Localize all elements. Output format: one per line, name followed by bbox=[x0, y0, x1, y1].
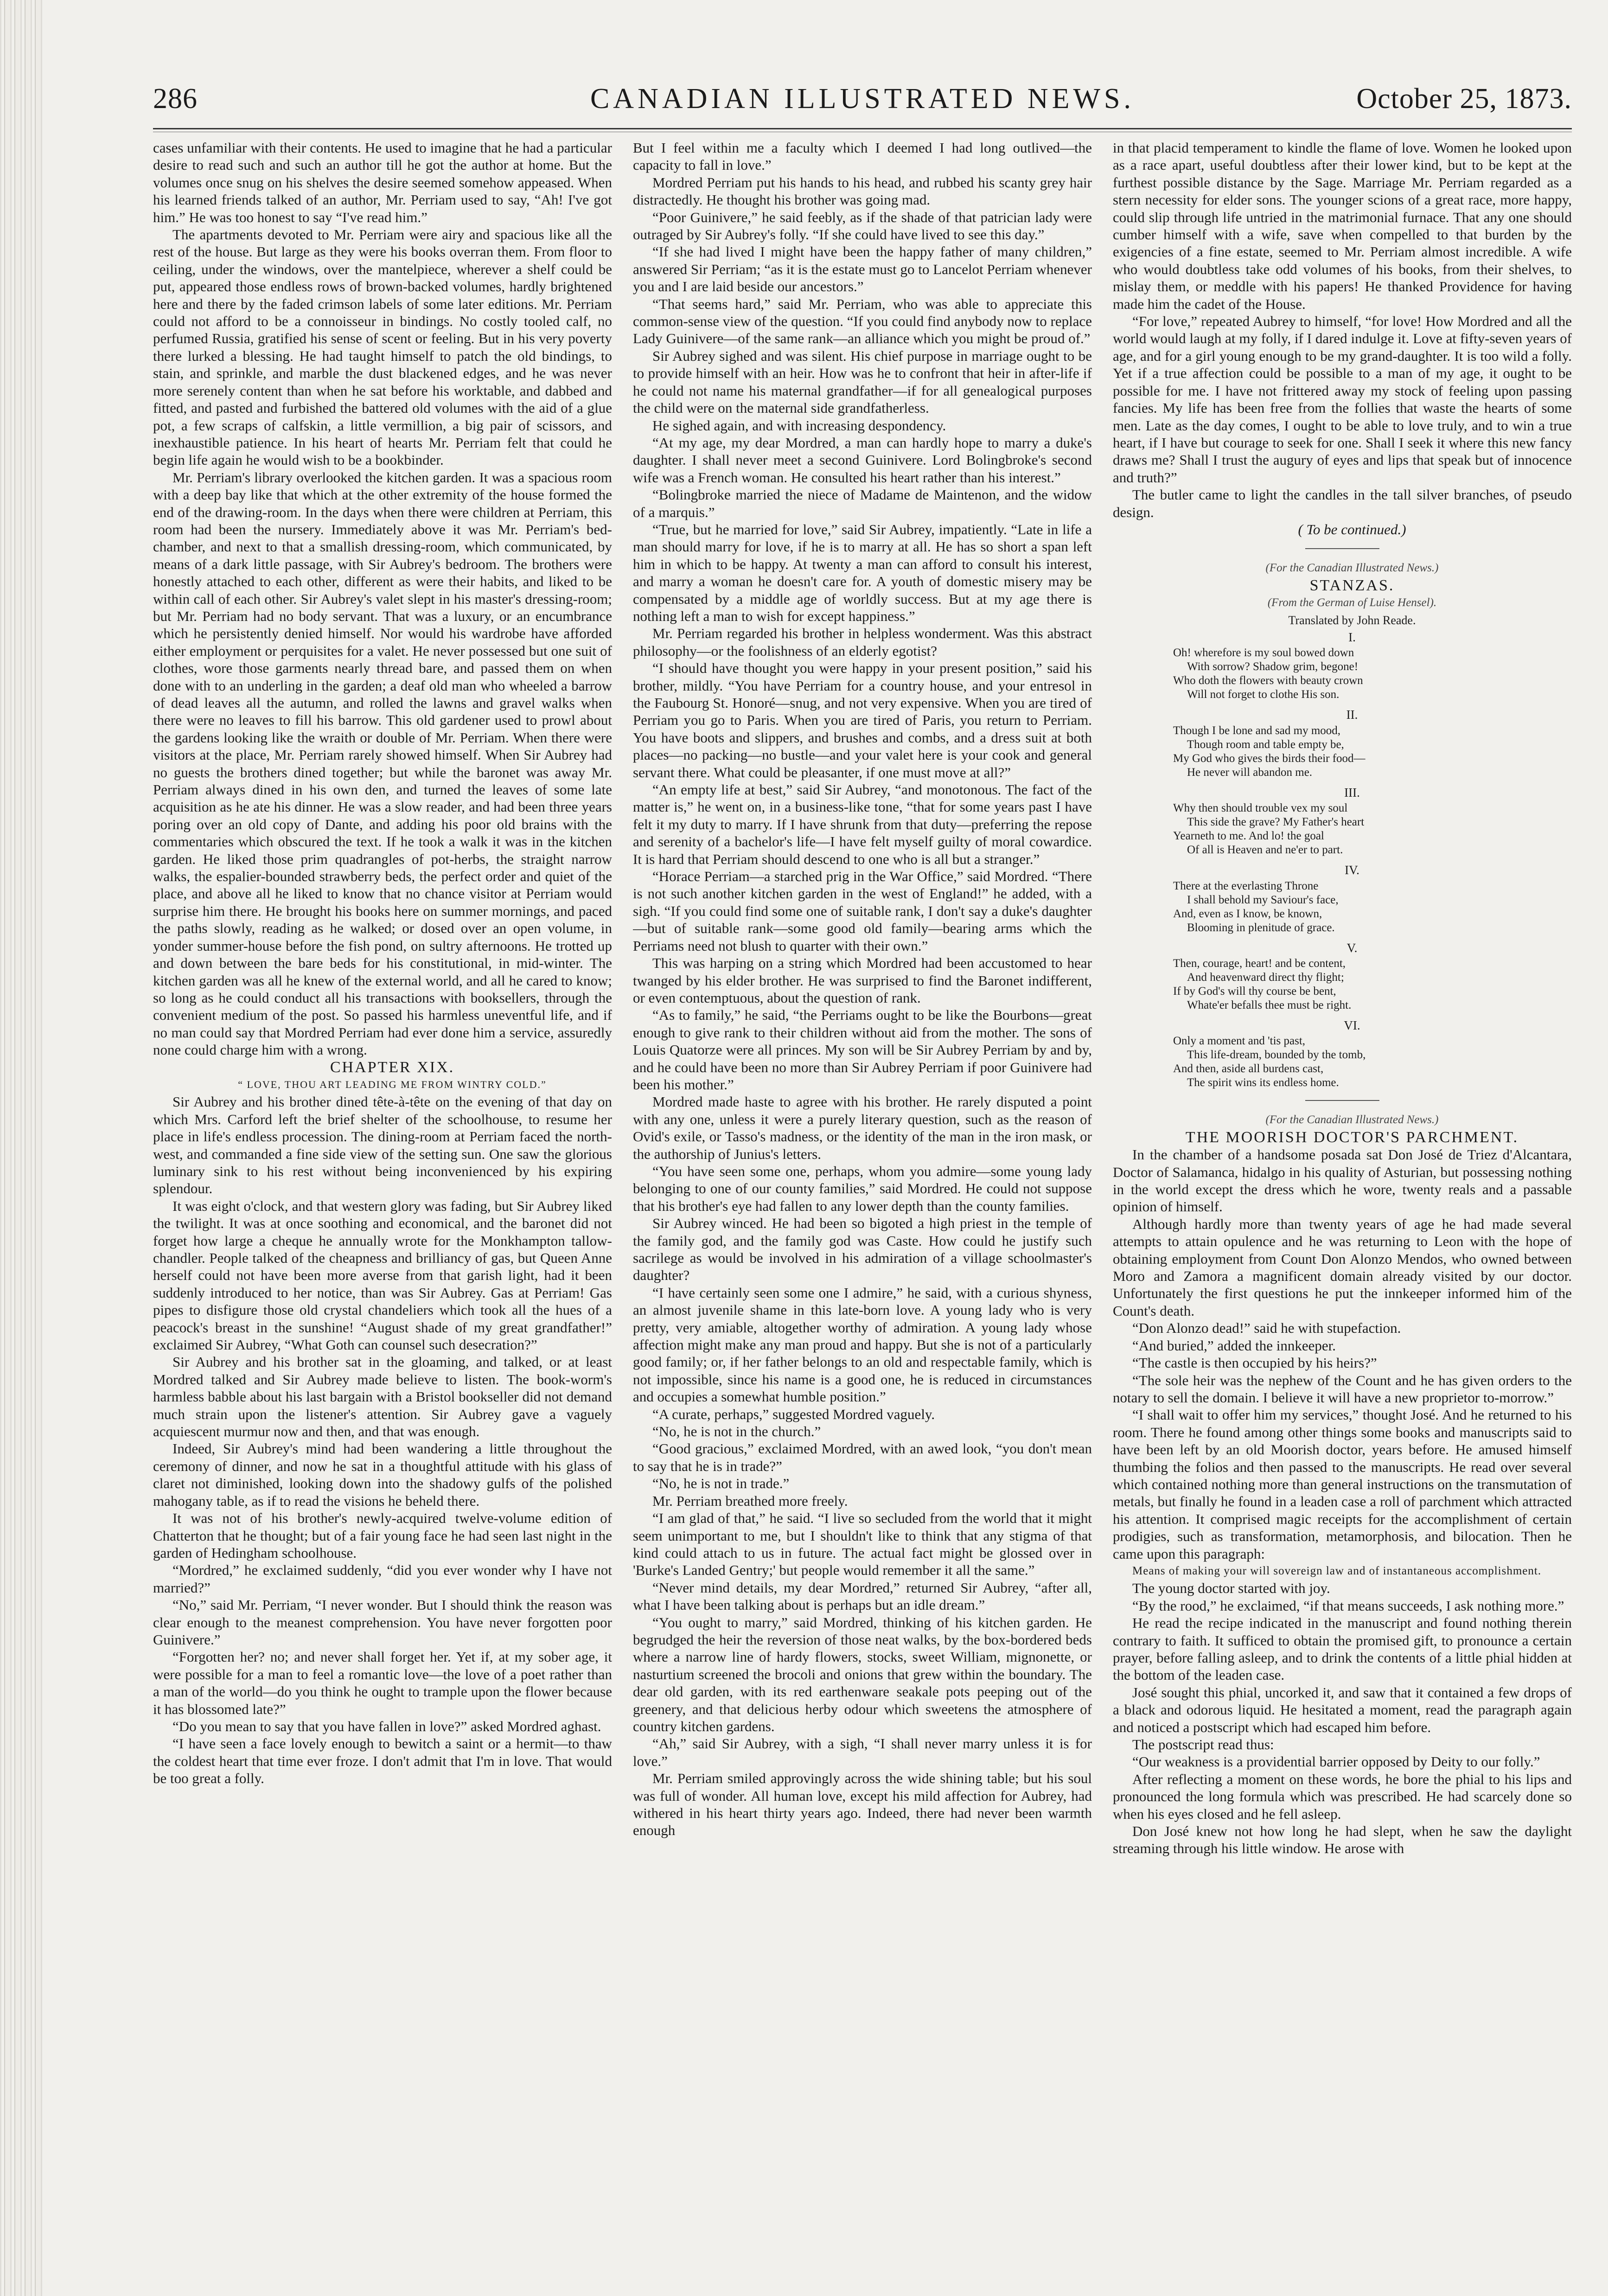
stanza-line: Will not forget to clothe His son. bbox=[1187, 688, 1340, 701]
chapter-paragraph: Indeed, Sir Aubrey's mind had been wandering a little throughout the ceremony of dinner, and now he sat in a thoughtful attitude with his glass of claret not diminished, looking down into the shadowy gulfs of the polished mahogany table, as if to read the visions he beheld there. bbox=[153, 1440, 612, 1509]
story-paragraph: He read the recipe indicated in the manuscript and found nothing therein contrary to faith. It sufficed to obtain the promised gift, to pronounce a certain prayer, before falling asleep, and to drink the contents of a little phial hidden at the bottom of the leaden case. bbox=[1113, 1615, 1572, 1683]
story-paragraph: José sought this phial, uncorked it, and saw that it contained a few drops of a black and odorous liquid. He hesitated a moment, read the paragraph again and noticed a postscript which had escaped him before. bbox=[1113, 1684, 1572, 1735]
stanza-line: Oh! wherefore is my soul bowed down bbox=[1173, 646, 1354, 659]
recipe-heading: Means of making your will sovereign law and of instantaneous accomplishment. bbox=[1132, 1564, 1542, 1577]
body-paragraph: Mr. Perriam regarded his brother in helpless wonderment. Was this abstract philosophy—or the foolishness of an elderly egotist? bbox=[633, 625, 1092, 659]
column-2 bbox=[633, 139, 1092, 2282]
body-paragraph: Mordred Perriam put his hands to his head, and rubbed his scanty grey hair distractedly. He thought his brother was going mad. bbox=[633, 174, 1092, 208]
body-paragraph: “Horace Perriam—a starched prig in the War Office,” said Mordred. “There is not such another kitchen garden in the west of England!” he added, with a sigh. “If you could find some one of suitable rank, I don't say a duke's daughter—but of suitable rank—some good old family—bearing arms which the Perriams need not blush to quarter with their own.” bbox=[633, 868, 1092, 954]
poem-original-author: (From the German of Luise Hensel). bbox=[1267, 596, 1437, 609]
to-be-continued: ( To be continued.) bbox=[1298, 521, 1406, 537]
body-paragraph: “For love,” repeated Aubrey to himself, “for love! How Mordred and all the world would laugh at my folly, if I dared indulge it. Love at fifty-seven years of age, and for a girl young enough to be my grand-daughter. It is too wild a folly. Yet if a true affection could be possible to a man of my age, it ought to be possible for me. I have not frittered away my stock of feeling upon passing fancies. My life has been free from the follies that waste the hearts of some men. Late as the day comes, I ought to be able to love truly, and to win a true heart, if I have but courage to seek for one. Shall I seek it where this new fancy draws me? Shall I trust the augury of eyes and lips that speak but of innocence and truth?” bbox=[1113, 313, 1572, 486]
poem-source-note: (For the Canadian Illustrated News.) bbox=[1265, 562, 1439, 575]
stanza-line: Then, courage, heart! and be content, bbox=[1173, 957, 1346, 970]
story-paragraph: “By the rood,” he exclaimed, “if that means succeeds, I ask nothing more.” bbox=[1132, 1597, 1564, 1614]
story-paragraph: The young doctor started with joy. bbox=[1132, 1580, 1330, 1597]
stanza bbox=[1113, 724, 1572, 780]
stanza-line: The spirit wins its endless home. bbox=[1187, 1076, 1339, 1089]
body-paragraph: “As to family,” he said, “the Perriams ought to be like the Bourbons—great enough to give rank to their children without aid from the mother. The sons of Louis Quatorze were all princes. My son will be Sir Aubrey Perriam by and by, and he could have been no more than Sir Aubrey Perriam if poor Guinivere had been his mother.” bbox=[633, 1007, 1092, 1093]
body-paragraph: “That seems hard,” said Mr. Perriam, who was able to appreciate this common-sense view of the question. “If you could find anybody now to replace Lady Guinivere—of the same rank—an alliance which you might be proud of.” bbox=[633, 295, 1092, 347]
stanza-line: Though I be lone and sad my mood, bbox=[1173, 724, 1341, 737]
story-paragraph: In the chamber of a handsome posada sat Don José de Triez d'Alcantara, Doctor of Salamanca, hidalgo in his quality of Asturian, but possessing nothing in the world except the dress which he wore, twenty reals and a passable opinion of himself. bbox=[1113, 1146, 1572, 1215]
stanza-numeral: VI. bbox=[1344, 1018, 1360, 1032]
stanza-numeral: I. bbox=[1348, 630, 1356, 644]
stanza-line: He never will abandon me. bbox=[1187, 766, 1313, 779]
masthead bbox=[153, 83, 1572, 124]
body-paragraph: “Good gracious,” exclaimed Mordred, with an awed look, “you don't mean to say that he is in trade?” bbox=[633, 1440, 1092, 1474]
stanza-line: This life-dream, bounded by the tomb, bbox=[1187, 1049, 1366, 1062]
page-number: 286 bbox=[153, 83, 198, 115]
column-1 bbox=[153, 139, 612, 2282]
chapter-epigraph: “ LOVE, THOU ART LEADING ME FROM WINTRY COLD.” bbox=[238, 1078, 547, 1090]
stanza-line: And then, aside all burdens cast, bbox=[1173, 1062, 1324, 1075]
stanza-numeral: IV. bbox=[1345, 863, 1359, 877]
stanza-line: I shall behold my Saviour's face, bbox=[1187, 893, 1339, 906]
story-title: THE MOORISH DOCTOR'S PARCHMENT. bbox=[1185, 1128, 1519, 1146]
body-paragraph: “Ah,” said Sir Aubrey, with a sigh, “I shall never marry unless it is for love.” bbox=[633, 1735, 1092, 1769]
story-paragraph: The postscript read thus: bbox=[1132, 1736, 1274, 1753]
stanza bbox=[1113, 879, 1572, 935]
page-binding-edge bbox=[0, 0, 44, 2296]
chapter-paragraph: “Mordred,” he exclaimed suddenly, “did you ever wonder why I have not married?” bbox=[153, 1562, 612, 1596]
stanza-line: Of all is Heaven and ne'er to part. bbox=[1187, 844, 1343, 857]
stanza bbox=[1113, 957, 1572, 1012]
body-paragraph: The apartments devoted to Mr. Perriam were airy and spacious like all the rest of the house. But large as they were his books overran them. From floor to ceiling, under the windows, over the mantelpiece, wherever a shelf could be put, appeared those endless rows of brown-backed volumes, hardly brightened here and there by the faded crimson labels of some later editions. Mr. Perriam could not afford to be a connoisseur in bindings. No costly tooled calf, no perfumed Russia, gratified his sense of scent or feeling. But in his very poverty there lurked a blessing. He had taught himself to patch the old bindings, to stain, and sprinkle, and marble the dust blackened edges, and he was never more serenely content than when he sat before his worktable, and dabbed and fitted, and pasted and furbished the battered old volumes with the aid of a glue pot, a few scraps of calfskin, a little vermillion, a big pair of scissors, and inexhaustible patience. In his heart of hearts Mr. Perriam felt that could he begin life again he would wish to be a bookbinder. bbox=[153, 226, 612, 468]
body-paragraph: Mr. Perriam breathed more freely. bbox=[652, 1492, 848, 1509]
story-source-note: (For the Canadian Illustrated News.) bbox=[1265, 1113, 1439, 1126]
poem-title: STANZAS. bbox=[1309, 576, 1395, 594]
story-paragraphs-continued bbox=[1113, 1580, 1572, 1857]
stanza-line: With sorrow? Shadow grim, begone! bbox=[1187, 660, 1359, 673]
section-divider bbox=[1305, 1100, 1379, 1101]
chapter-paragraph: “Do you mean to say that you have fallen in love?” asked Mordred aghast. bbox=[172, 1718, 601, 1734]
body-paragraph: Sir Aubrey sighed and was silent. His chief purpose in marriage ought to be to provide himself with an heir. How was he to confront that heir in after-life if he could not name his maternal grandfather—if for all genealogical purposes the child were on the maternal side grandfatherless. bbox=[633, 347, 1092, 416]
column-1-paragraphs bbox=[153, 139, 612, 1059]
stanza-line: This side the grave? My Father's heart bbox=[1187, 816, 1365, 829]
chapter-paragraph: Sir Aubrey and his brother sat in the gloaming, and talked, or at least Mordred talked and Sir Aubrey made believe to listen. The book-worm's harmless babble about his last bargain with a Bristol bookseller did not demand much strain upon the listener's attention. Sir Aubrey gave a vaguely acquiescent murmur now and then, and that was enough. bbox=[153, 1354, 612, 1440]
body-paragraph: cases unfamiliar with their contents. He used to imagine that he had a particular desire to read such and such an author till he got the author at home. But the volumes once snug on his shelves the desire seemed somehow appeased. When his learned friends talked of an author, Mr. Perriam used to say, “Ah! I've got him.” He was too honest to say “I've read him.” bbox=[153, 140, 612, 225]
body-paragraph: The butler came to light the candles in the tall silver branches, of pseudo design. bbox=[1113, 486, 1572, 520]
poem-stanzas bbox=[1113, 629, 1572, 1090]
stanza-line: Yearneth to me. And lo! the goal bbox=[1173, 830, 1324, 843]
body-paragraph: “An empty life at best,” said Sir Aubrey, “and monotonous. The fact of the matter is,” he went on, in a business-like tone, “that for some years past I have felt it my duty to marry. If I have shrunk from that duty—preferring the repose and serenity of a bachelor's life—I have felt myself guilty of moral cowardice. It is hard that Perriam should descend to one who is all but a stranger.” bbox=[633, 781, 1092, 867]
body-paragraph: “Poor Guinivere,” he said feebly, as if the shade of that patrician lady were outraged by Sir Aubrey's folly. “If she could have lived to see this day.” bbox=[633, 209, 1092, 243]
stanza-line: Though room and table empty be, bbox=[1187, 738, 1344, 751]
body-paragraph: Mr. Perriam's library overlooked the kitchen garden. It was a spacious room with a deep bay like that which at the other extremity of the house formed the end of the drawing-room. In the days when there were children at Perriam, this room had been the nursery. Immediately above it was Mr. Perriam's bed-chamber, and next to that a smallish dressing-room, which communicated, by means of a dark little passage, with Sir Aubrey's bedroom. The brothers were honestly attached to each other, different as were their habits, and liked to be within call of each other. Sir Aubrey's valet slept in his master's dressing-room; but Mr. Perriam had no body servant. That was a luxury, or an encumbrance which he persistently denied himself. Nor would his wardrobe have afforded either employment or perquisites for a valet. He never possessed but one suit of clothes, wore those garments nearly thread bare, and passed them on when done with to an underling in the garden; a deaf old man who wheeled a barrow of dead leaves all the autumn, and rolled the lawns and gravel walks when there were no leaves to fill his barrow. This old gardener used to prowl about the gardens looking like the wraith or double of Mr. Perriam. When there were visitors at the place, Mr. Perriam rarely showed himself. When Sir Aubrey had no guests the brothers dined together; but while the baronet was away Mr. Perriam always dined in his own den, and turned the leaves of some late acquisition as he ate his dinner. He was a slow reader, and had been three years poring over an old copy of Dante, and adding his poor old brains with the commentaries which obscured the text. If he took a walk it was in the kitchen garden. He liked those prim quadrangles of pot-herbs, the straight narrow walks, the espalier-bounded strawberry beds, the perfect order and quiet of the place, and above all he liked to know that no chance visitor at Perriam would surprise him there. He brought his books here on summer mornings, and paced the paths slowly, reading as he walked; or dosed over an open volume, in yonder summer-house before the fish pond, on sultry afternoons. He trotted up and down between the bare beds for his constitutional, in mid-winter. The kitchen garden was all he knew of the external world, and all he cared to know; so long as he could conduct all his transactions with booksellers, through the convenient medium of the post. So passed his harmless uneventful life, and if no man could say that Mordred Perriam had ever done him a service, assuredly none could charge him with a wrong. bbox=[153, 469, 612, 1058]
column-2-paragraphs bbox=[633, 139, 1092, 1839]
masthead-rule bbox=[153, 128, 1572, 129]
stanza-line: There at the everlasting Throne bbox=[1173, 879, 1319, 892]
body-paragraph: in that placid temperament to kindle the flame of love. Women he looked upon as a race apart, useful doubtless after their lower kind, but to be kept at the furthest possible distance by the Sage. Marriage Mr. Perriam regarded as a stern necessity for elder sons. The younger scions of a great race, more happy, could slip through life untried in the matrimonial furnace. That any one should cumber himself with a wife, save when compelled to that burden by the exigencies of a fine estate, seemed to Mr. Perriam almost incredible. A wife who would doubtless take odd volumes of his books, from their shelves, to mislay them, or meddle with his papers! He thanked Providence for having made him the cadet of the House. bbox=[1113, 140, 1572, 312]
column-3 bbox=[1113, 139, 1572, 2282]
body-paragraph: “If she had lived I might have been the happy father of many children,” answered Sir Perriam; “as it is the estate must go to Lancelot Perriam whenever you and I are laid beside our ancestors.” bbox=[633, 243, 1092, 295]
story-paragraph: “The sole heir was the nephew of the Count and he has given orders to the notary to sell the domain. I believe it will have a new proprietor to-morrow.” bbox=[1113, 1372, 1572, 1406]
body-paragraph: “I should have thought you were happy in your present position,” said his brother, mildly. “You have Perriam for a country house, and your entresol in the Faubourg St. Honoré—snug, and not very expensive. When you are tired of Perriam you go to Paris. When you are tired of Paris, you return to Perriam. You have boots and slippers, and brushes and combs, and a dress suit at both places—no packing—no bustle—and your valet here is your cook and general servant there. What could be pleasanter, if one must move at all?” bbox=[633, 660, 1092, 780]
stanza-line: Only a moment and 'tis past, bbox=[1173, 1035, 1306, 1048]
stanza-line: Who doth the flowers with beauty crown bbox=[1173, 674, 1363, 687]
story-paragraph: “Don Alonzo dead!” said he with stupefaction. bbox=[1132, 1320, 1401, 1337]
chapter-paragraph: “Forgotten her? no; and never shall forget her. Yet if, at my sober age, it were possible for a man to feel a romantic love—the love of a poet rather than a man of the world—do you think he ought to trample upon the flower because it has blossomed late?” bbox=[153, 1649, 612, 1717]
chapter-paragraph: “No,” said Mr. Perriam, “I never wonder. But I should think the reason was clear enough to the meanest comprehension. You have never forgotten poor Guinivere.” bbox=[153, 1597, 612, 1648]
body-paragraph: Sir Aubrey winced. He had been so bigoted a high priest in the temple of the family god, and the family god was Caste. How could he justify such sacrilege as would be involved in his admiration of a village schoolmaster's daughter? bbox=[633, 1215, 1092, 1284]
chapter-paragraph: Sir Aubrey and his brother dined tête-à-tête on the evening of that day on which Mrs. Carford left the brief shelter of the schoolhouse, to resume her place in life's endless procession. The dining-room at Perriam faced the north-west, and commanded a fine side view of the setting sun. One saw the glorious luminary sink to his rest without being inconvenienced by his expiring splendour. bbox=[153, 1094, 612, 1197]
body-paragraph: “I have certainly seen some one I admire,” he said, with a curious shyness, an almost juvenile shame in this late-born love. A young lady who is very pretty, very amiable, altogether worthy of admiration. A young lady whose affection might make any man proud and happy. But she is not of a particularly good family; or, if her father belongs to an old and respectable family, which is not impossible, since his name is a good one, he is reduced in circumstances and occupies a somewhat humble position.” bbox=[633, 1284, 1092, 1405]
column-3-paragraphs bbox=[1113, 139, 1572, 521]
stanza-line: If by God's will thy course be bent, bbox=[1173, 985, 1336, 998]
story-paragraph: “Our weakness is a providential barrier opposed by Deity to our folly.” bbox=[1132, 1753, 1540, 1770]
chapter-paragraph: It was not of his brother's newly-acquired twelve-volume edition of Chatterton that he thought; but of a fair young face he had seen last night in the garden of Hedingham schoolhouse. bbox=[153, 1510, 612, 1561]
chapter-paragraphs bbox=[153, 1093, 612, 1787]
body-paragraph: “You ought to marry,” said Mordred, thinking of his kitchen garden. He begrudged the heir the reversion of those neat walks, by the box-bordered beds where a narrow line of hardy flowers, stocks, sweet William, mignonette, or nasturtium screened the brocoli and onions that grew within the boundary. The dear old garden, with its red earthenware seakale pots peeping out of the greenery, and that delicious herby odour which sweetens the atmosphere of country kitchen gardens. bbox=[633, 1614, 1092, 1734]
body-paragraph: “A curate, perhaps,” suggested Mordred vaguely. bbox=[652, 1406, 935, 1422]
stanza bbox=[1113, 801, 1572, 857]
stanza bbox=[1113, 1034, 1572, 1090]
body-paragraph: “You have seen some one, perhaps, whom you admire—some young lady belonging to one of our county families,” said Mordred. He could not suppose that his brother's eye had fallen to any lower depth than the county families. bbox=[633, 1163, 1092, 1214]
story-paragraphs bbox=[1113, 1146, 1572, 1562]
stanza-line: My God who gives the birds their food— bbox=[1173, 752, 1366, 765]
story-paragraph: “I shall wait to offer him my services,” thought José. And he returned to his room. There he found among other things some books and manuscripts said to have been left by an old Moorish doctor, years before. He amused himself thumbing the folios and then passed to the manuscripts. He read over several which contained nothing more than general instructions on the transmutation of metals, but finally he found in a leaden case a roll of parchment which attracted his attention. It comprised magic receipts for the accomplishment of certain prodigies, such as transformation, metamorphosis, and bilocation. Then he came upon this paragraph: bbox=[1113, 1407, 1572, 1562]
issue-date: October 25, 1873. bbox=[1356, 83, 1572, 115]
stanza-numeral: III. bbox=[1344, 785, 1360, 799]
stanza-line: Why then should trouble vex my soul bbox=[1173, 802, 1348, 815]
body-paragraph: “I am glad of that,” he said. “I live so secluded from the world that it might seem unimportant to me, but I shouldn't like to think that any stigma of that kind could attach to us in future. The actual fact might be glossed over in 'Burke's Landed Gentry;' but people would remember it all the same.” bbox=[633, 1510, 1092, 1579]
body-paragraph: “No, he is not in the church.” bbox=[652, 1423, 821, 1440]
stanza-numeral: V. bbox=[1346, 940, 1358, 955]
stanza-line: Whate'er befalls thee must be right. bbox=[1187, 999, 1352, 1011]
chapter-heading: CHAPTER XIX. bbox=[330, 1058, 455, 1076]
newspaper-title: CANADIAN ILLUSTRATED NEWS. bbox=[590, 83, 1135, 115]
body-paragraph: “True, but he married for love,” said Sir Aubrey, impatiently. “Late in life a man should marry for love, if he is to marry at all. He has so short a span left him in which to be happy. At twenty a man can afford to consult his interest, and marry a woman he doesn't care for. A youth of domestic misery may be compensated by a middle age of worldly success. But at my age there is nothing left a man to wish for except happiness.” bbox=[633, 521, 1092, 624]
body-paragraph: This was harping on a string which Mordred had been accustomed to hear twanged by his elder brother. He was surprised to find the Baronet indifferent, or even contemptuous, about the question of rank. bbox=[633, 955, 1092, 1006]
body-paragraph: “Bolingbroke married the niece of Madame de Maintenon, and the widow of a marquis.” bbox=[633, 486, 1092, 520]
body-paragraph: “Never mind details, my dear Mordred,” returned Sir Aubrey, “after all, what I have been talking about is perhaps but an idle dream.” bbox=[633, 1579, 1092, 1613]
story-paragraph: Don José knew not how long he had slept, when he saw the daylight streaming through his little window. He arose with bbox=[1113, 1823, 1572, 1857]
body-paragraph: Mr. Perriam smiled approvingly across the wide shining table; but his soul was full of wonder. All human love, except his mild affection for Aubrey, had withered in his heart thirty years ago. Indeed, there had never been warmth enough bbox=[633, 1770, 1092, 1839]
body-paragraph: He sighed again, and with increasing despondency. bbox=[652, 417, 946, 434]
story-paragraph: After reflecting a moment on these words, he bore the phial to his lips and pronounced the long formula which was prescribed. He had scarcely done so when his eyes closed and he fell asleep. bbox=[1113, 1771, 1572, 1822]
body-paragraph: “No, he is not in trade.” bbox=[652, 1475, 790, 1492]
stanza-line: Blooming in plenitude of grace. bbox=[1187, 921, 1335, 934]
story-paragraph: Although hardly more than twenty years of age he had made several attempts to attain opulence and he was returning to Leon with the hope of obtaining employment from Count Don Alonzo Mendos, who owned between Moro and Zamora a magnificent domain already visited by our doctor. Unfortunately the first questions he put the innkeeper informed him of the Count's death. bbox=[1113, 1215, 1572, 1319]
section-divider bbox=[1305, 548, 1379, 549]
stanza-numeral: II. bbox=[1346, 708, 1358, 722]
body-paragraph: But I feel within me a faculty which I deemed I had long outlived—the capacity to fall in love.” bbox=[633, 140, 1092, 173]
story-paragraph: “The castle is then occupied by his heirs?” bbox=[1132, 1355, 1377, 1371]
poem-translator: Translated by John Reade. bbox=[1288, 613, 1416, 627]
body-paragraph: Mordred made haste to agree with his brother. He rarely disputed a point with any one, unless it were a purely literary question, such as the reason of Ovid's exile, or Tasso's madness, or the identity of the man in the iron mask, or the authorship of Junius's letters. bbox=[633, 1094, 1092, 1162]
stanza-line: And heavenward direct thy flight; bbox=[1187, 971, 1344, 984]
chapter-paragraph: It was eight o'clock, and that western glory was fading, but Sir Aubrey liked the twilight. It was at once soothing and economical, and the baronet did not forget how large a cheque he annually wrote for the Monkhampton tallow-chandler. People talked of the cheapness and brilliancy of gas, but Queen Anne herself could not have been more averse from that garish light, had it been suddenly introduced to her notice, than was Sir Aubrey. Gas at Perriam! Gas pipes to disfigure those old crystal chandeliers which took all the hues of a peacock's breast in the sunshine! “August shade of my great grandfather!” exclaimed Sir Aubrey, “What Goth can counsel such desecration?” bbox=[153, 1197, 612, 1353]
chapter-paragraph: “I have seen a face lovely enough to bewitch a saint or a hermit—to thaw the coldest heart that time ever froze. I don't admit that I'm in love. That would be too great a folly. bbox=[153, 1735, 612, 1787]
stanza-line: And, even as I know, be known, bbox=[1173, 907, 1322, 920]
stanza bbox=[1113, 646, 1572, 702]
body-paragraph: “At my age, my dear Mordred, a man can hardly hope to marry a duke's daughter. I shall never meet a second Guinivere. Lord Bolingbroke's second wife was a French woman. He consulted his heart rather than his interest.” bbox=[633, 434, 1092, 486]
story-paragraph: “And buried,” added the innkeeper. bbox=[1132, 1337, 1336, 1354]
